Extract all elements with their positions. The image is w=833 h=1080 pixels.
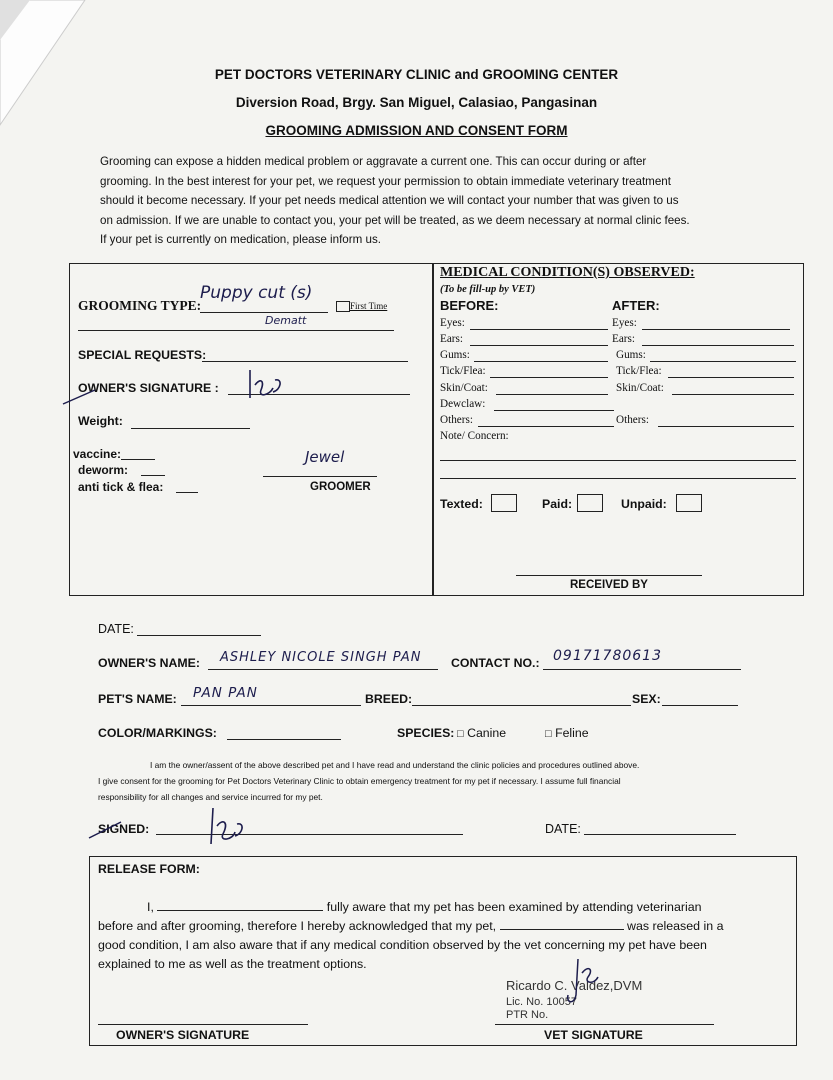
contact-field: [543, 669, 741, 670]
sex-label: SEX:: [632, 692, 661, 706]
breed-label: BREED:: [365, 692, 413, 706]
before-ears-field[interactable]: [470, 345, 608, 346]
vaccine-label: vaccine:: [73, 447, 122, 461]
vet-ptr-stamp: PTR No.: [506, 1009, 549, 1021]
clinic-name: PET DOCTORS VETERINARY CLINIC and GROOMING CENTER: [214, 67, 619, 82]
feline-checkbox[interactable]: □: [545, 728, 552, 740]
owner-name-field: [208, 669, 438, 670]
note-line-1[interactable]: [440, 460, 796, 461]
after-skin-field[interactable]: [672, 394, 794, 395]
pet-name-label: PET'S NAME:: [98, 692, 177, 706]
consent-line-2: I give consent for the grooming for Pet Doctors Veterinary Clinic to obtain emergency treatment for my pet if necessary. I assume full financial: [98, 776, 621, 786]
before-eyes-field[interactable]: [470, 329, 608, 330]
canine-option[interactable]: [457, 726, 506, 740]
release-line-2: [98, 917, 792, 937]
received-by-line[interactable]: [516, 575, 702, 576]
before-skin-field[interactable]: [496, 394, 608, 395]
release-line-3: good condition, I am also aware that if any medical condition observed by the vet concerning my pet have been: [98, 938, 707, 952]
vet-signature-mark: [560, 955, 610, 1015]
paid-checkbox[interactable]: [577, 494, 603, 512]
release-title: RELEASE FORM:: [98, 862, 200, 876]
before-others-label: Others:: [440, 414, 473, 426]
owner-signature-mark: [55, 360, 295, 410]
owner-signature-release-line[interactable]: [98, 1024, 308, 1025]
groomer-label: GROOMER: [310, 481, 371, 493]
vaccine-field[interactable]: [121, 459, 155, 460]
folded-corner: [0, 0, 90, 130]
grooming-type-label: GROOMING TYPE:: [78, 298, 202, 313]
grooming-type-value[interactable]: Puppy cut (s): [200, 283, 313, 303]
release-pet-field[interactable]: [500, 919, 624, 930]
unpaid-label: Unpaid:: [621, 497, 667, 511]
release-name-field[interactable]: [157, 900, 323, 911]
vet-signature-line[interactable]: [495, 1024, 714, 1025]
intro-line: Grooming can expose a hidden medical problem or aggravate a current one. This can occur during or after: [100, 155, 647, 168]
consent-date-label: DATE:: [545, 822, 581, 836]
after-ears-label: Ears:: [612, 333, 635, 345]
before-ears-label: Ears:: [440, 333, 463, 345]
release-line-1: [98, 898, 792, 918]
color-label: COLOR/MARKINGS:: [98, 726, 217, 740]
owner-signature-label: OWNER'S SIGNATURE :: [78, 381, 219, 395]
intro-line: should it become necessary. If your pet needs medical attention we will contact your number that was given to us: [100, 194, 679, 208]
first-time-checkbox[interactable]: [336, 301, 350, 312]
consent-line-1: I am the owner/assent of the above described pet and I have read and understand the clinic policies and procedures outlined above.: [150, 760, 640, 770]
pet-name-value[interactable]: PAN PAN: [193, 685, 258, 701]
before-eyes-label: Eyes:: [440, 317, 465, 329]
after-tick-label: Tick/Flea:: [616, 365, 662, 377]
before-tick-label: Tick/Flea:: [440, 365, 486, 377]
grooming-type-value-2[interactable]: Dematt: [265, 314, 307, 327]
after-others-label: Others:: [616, 414, 649, 426]
intro-line: If your pet is currently on medication, please inform us.: [100, 233, 381, 247]
before-gums-label: Gums:: [440, 349, 470, 361]
first-time-label: First Time: [350, 301, 388, 311]
before-gums-field[interactable]: [474, 361, 608, 362]
medical-subtitle: (To be fill-up by VET): [440, 284, 536, 295]
release-i: I,: [147, 900, 154, 914]
owner-signature-release-label: OWNER'S SIGNATURE: [116, 1028, 250, 1042]
feline-option[interactable]: [545, 726, 589, 740]
consent-date-field[interactable]: [584, 834, 736, 835]
texted-label: Texted:: [440, 497, 483, 511]
after-skin-label: Skin/Coat:: [616, 382, 664, 394]
after-tick-field[interactable]: [668, 377, 794, 378]
received-by-label: RECEIVED BY: [570, 579, 648, 591]
special-requests-label: SPECIAL REQUESTS:: [78, 348, 207, 362]
consent-line-3: responsibility for all changes and service incurred for my pet.: [98, 792, 323, 802]
before-tick-field[interactable]: [490, 377, 608, 378]
weight-field[interactable]: [131, 428, 250, 429]
contact-label: CONTACT NO.:: [451, 656, 540, 670]
release-text-1: fully aware that my pet has been examined by attending veterinarian: [326, 900, 702, 914]
note-line-2[interactable]: [440, 478, 796, 479]
after-gums-label: Gums:: [616, 349, 646, 361]
after-eyes-field[interactable]: [642, 329, 790, 330]
contact-value[interactable]: 09171780613: [553, 648, 662, 664]
grooming-type-line: [200, 312, 328, 313]
deworm-label: deworm:: [78, 463, 129, 477]
texted-checkbox[interactable]: [491, 494, 517, 512]
before-others-field[interactable]: [478, 426, 614, 427]
canine-checkbox[interactable]: □: [457, 728, 464, 740]
before-dewclaw-label: Dewclaw:: [440, 398, 486, 410]
note-concern-label: Note/ Concern:: [440, 430, 509, 442]
antitick-label: anti tick & flea:: [78, 480, 164, 494]
canine-label: Canine: [467, 726, 507, 740]
date-field[interactable]: [137, 635, 261, 636]
before-heading: BEFORE:: [440, 298, 499, 313]
before-skin-label: Skin/Coat:: [440, 382, 488, 394]
color-field[interactable]: [227, 739, 341, 740]
date-label: DATE:: [98, 622, 134, 636]
box-divider: [432, 263, 434, 596]
weight-label: Weight:: [78, 414, 123, 428]
medical-title: MEDICAL CONDITION(S) OBSERVED:: [440, 265, 695, 280]
owner-name-label: OWNER'S NAME:: [98, 656, 200, 670]
after-others-field[interactable]: [658, 426, 794, 427]
antitick-field[interactable]: [176, 492, 198, 493]
clinic-address: Diversion Road, Brgy. San Miguel, Calasiao, Pangasinan: [235, 95, 598, 110]
owner-name-value[interactable]: ASHLEY NICOLE SINGH PAN: [220, 650, 422, 665]
vet-name-stamp: Ricardo C. Valdez,DVM: [506, 978, 643, 993]
unpaid-checkbox[interactable]: [676, 494, 702, 512]
signed-signature-mark: [85, 800, 265, 850]
after-heading: AFTER:: [612, 298, 660, 313]
intro-line: grooming. In the best interest for your pet, we request your permission to obtain immediate veterinary treatment: [100, 174, 671, 188]
signed-label: SIGNED:: [98, 822, 150, 836]
before-dewclaw-field[interactable]: [494, 410, 614, 411]
form-title: GROOMING ADMISSION AND CONSENT FORM: [265, 123, 568, 138]
vet-license-stamp: Lic. No. 10057: [506, 996, 577, 1008]
first-time-option[interactable]: [336, 301, 387, 312]
intro-paragraph: [100, 152, 745, 250]
intro-line: on admission. If we are unable to contact you, your pet will be treated, as we deem necessary at normal clinic fees.: [100, 213, 690, 227]
groomer-line: [263, 476, 377, 477]
after-ears-field[interactable]: [642, 345, 794, 346]
release-text-2b: was released in a: [627, 919, 724, 933]
groomer-value[interactable]: Jewel: [305, 448, 345, 466]
after-eyes-label: Eyes:: [612, 317, 637, 329]
sex-field[interactable]: [662, 705, 738, 706]
release-line-4: explained to me as well as the treatment options.: [98, 957, 367, 971]
paid-label: Paid:: [542, 497, 573, 511]
feline-label: Feline: [555, 726, 589, 740]
grooming-type-line-2: [78, 330, 394, 331]
release-text-2a: before and after grooming, therefore I hereby acknowledged that my pet,: [98, 919, 497, 933]
pet-name-field: [181, 705, 361, 706]
after-gums-field[interactable]: [650, 361, 796, 362]
breed-field[interactable]: [412, 705, 631, 706]
species-label: SPECIES:: [397, 726, 455, 740]
deworm-field[interactable]: [141, 475, 165, 476]
vet-signature-label: VET SIGNATURE: [544, 1028, 643, 1042]
